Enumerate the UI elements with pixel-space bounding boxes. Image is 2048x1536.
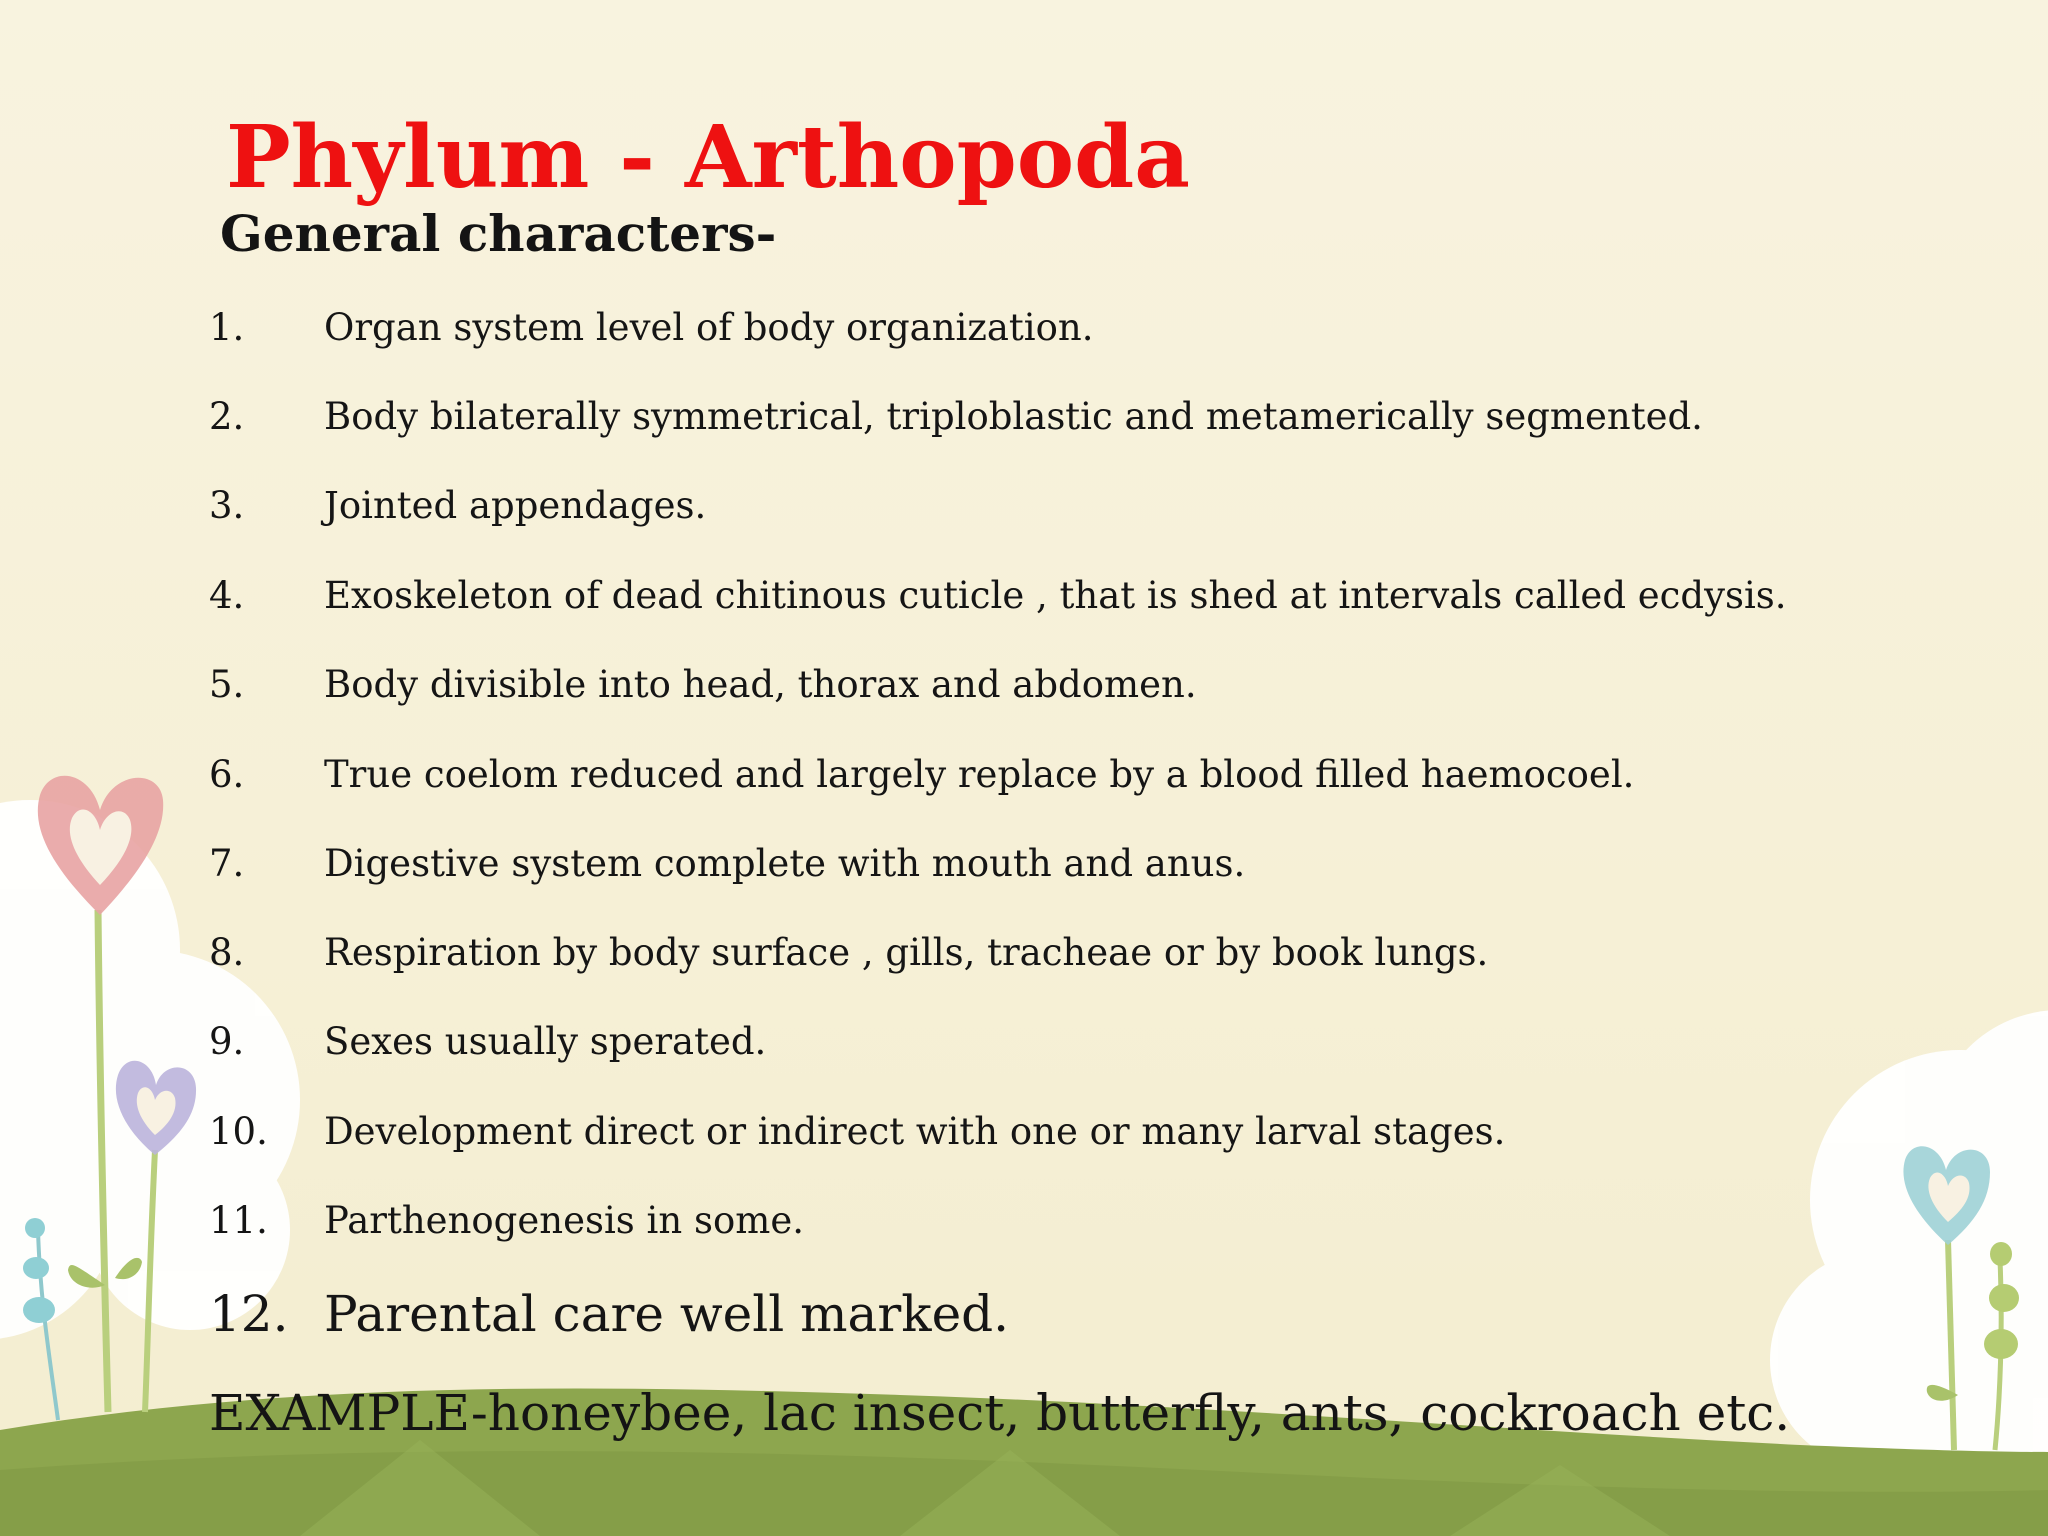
list-item-text: Organ system level of body organization.	[324, 306, 1094, 349]
list-item-text: Respiration by body surface , gills, tracheae or by book lungs.	[324, 931, 1489, 974]
list-item-text: Body divisible into head, thorax and abdomen.	[324, 663, 1197, 706]
list-item	[0, 923, 2048, 983]
list-item-text: Development direct or indirect with one or many larval stages.	[324, 1110, 1506, 1153]
list-item-text: Parental care well marked.	[324, 1285, 1010, 1343]
list-item-number: 7.	[209, 842, 245, 885]
list-item	[0, 655, 2048, 715]
slide-title: Phylum - Arthopoda	[226, 107, 1190, 208]
list-item-number: 2.	[209, 395, 245, 438]
list-item	[0, 476, 2048, 536]
list-item-text: Jointed appendages.	[324, 484, 707, 527]
list-item-text: Sexes usually sperated.	[324, 1020, 767, 1063]
list-item-number: 4.	[209, 574, 245, 617]
list-item	[0, 298, 2048, 358]
list-item-number: 9.	[209, 1020, 245, 1063]
list-item-number: 12.	[209, 1285, 289, 1343]
list-item-text: Body bilaterally symmetrical, triploblastic and metamerically segmented.	[324, 395, 1703, 438]
list-item	[0, 566, 2048, 626]
list-item-number: 11.	[209, 1199, 268, 1242]
list-item-text: True coelom reduced and largely replace by a blood filled haemocoel.	[324, 753, 1635, 796]
list-item-number: 1.	[209, 306, 245, 349]
list-item-number: 6.	[209, 753, 245, 796]
list-item	[0, 1191, 2048, 1251]
list-item-number: 10.	[209, 1110, 268, 1153]
list-item-text: Parthenogenesis in some.	[324, 1199, 804, 1242]
list-item	[0, 834, 2048, 894]
list-item-number: 8.	[209, 931, 245, 974]
list-item	[0, 1102, 2048, 1162]
list-item	[0, 1012, 2048, 1072]
list-item-number: 5.	[209, 663, 245, 706]
list-item	[0, 745, 2048, 805]
list-item	[0, 1277, 2048, 1351]
slide-subtitle: General characters-	[220, 204, 777, 263]
list-item-text: Exoskeleton of dead chitinous cuticle , that is shed at intervals called ecdysis.	[324, 574, 1787, 617]
list-item-number: 3.	[209, 484, 245, 527]
list-item	[0, 387, 2048, 447]
list-item-text: Digestive system complete with mouth and anus.	[324, 842, 1246, 885]
example-line: EXAMPLE-honeybee, lac insect, butterfly, ants, cockroach etc.	[209, 1384, 1791, 1442]
